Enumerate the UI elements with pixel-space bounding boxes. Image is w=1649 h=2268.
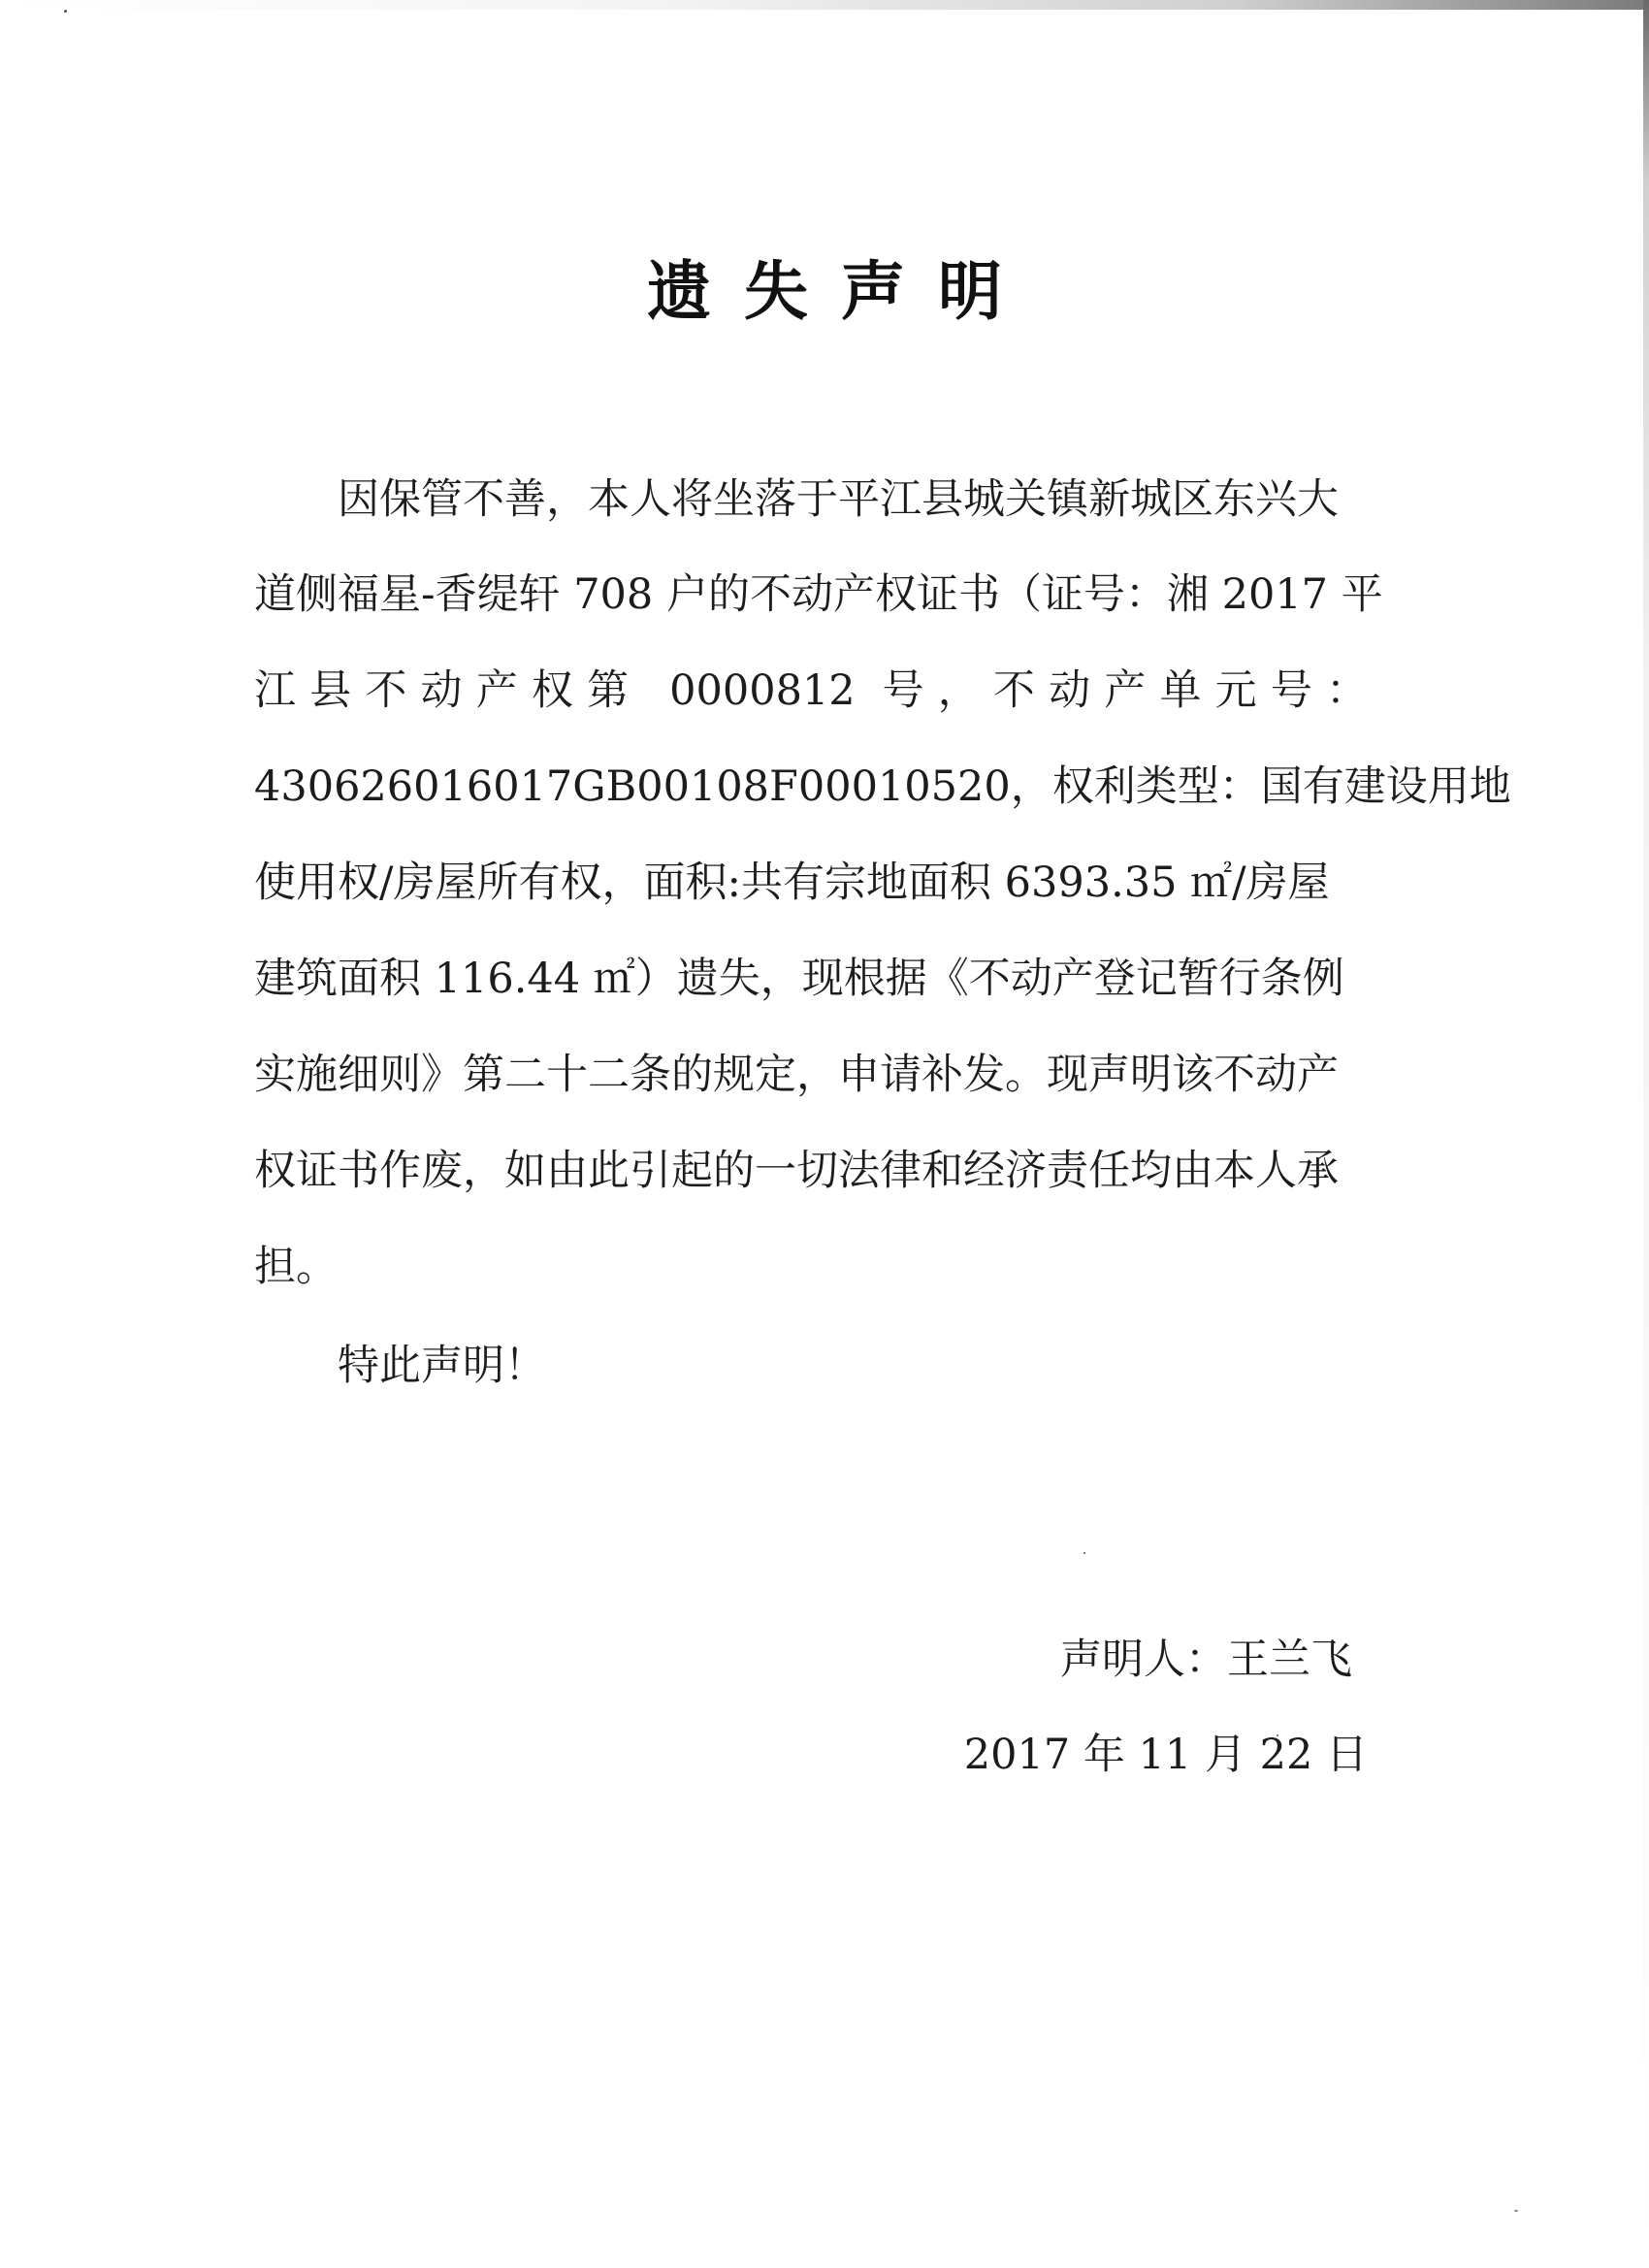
paragraph-line: 使用权/房屋所有权，面积:共有宗地面积 6393.35 ㎡/房屋 [254,859,1330,907]
paragraph-line: 430626016017GB00108F00010520，权利类型：国有建设用地 [254,762,1511,811]
scan-edge-top [0,0,1649,10]
scan-speck [1514,2210,1518,2212]
paragraph-line: 因保管不善，本人将坐落于平江县城关镇新城区东兴大 [338,475,1339,524]
paragraph-line: 江县不动产权第 0000812 号，不动产单元号： [254,666,1368,715]
declaration-date: 2017 年 11 月 22 日 [963,1731,1368,1779]
declarant-signature-line: 声明人：王兰飞 [1060,1636,1352,1684]
paragraph-line: 道侧福星-香缇轩 708 户的不动产权证书（证号：湘 2017 平 [254,570,1383,619]
paragraph-line: 实施细则》第二十二条的规定，申请补发。现声明该不动产 [254,1051,1339,1099]
paragraph-line: 建筑面积 116.44 ㎡）遗失，现根据《不动产登记暂行条例 [254,955,1344,1003]
scan-edge-right [1643,0,1649,2268]
scan-speck [64,10,67,13]
paragraph-line: 担。 [254,1243,338,1291]
closing-statement: 特此声明！ [338,1342,546,1390]
document-title: 遗失声明 [647,254,1035,329]
scan-speck [1083,1552,1085,1554]
paragraph-line: 权证书作废，如由此引起的一切法律和经济责任均由本人承 [254,1147,1339,1195]
